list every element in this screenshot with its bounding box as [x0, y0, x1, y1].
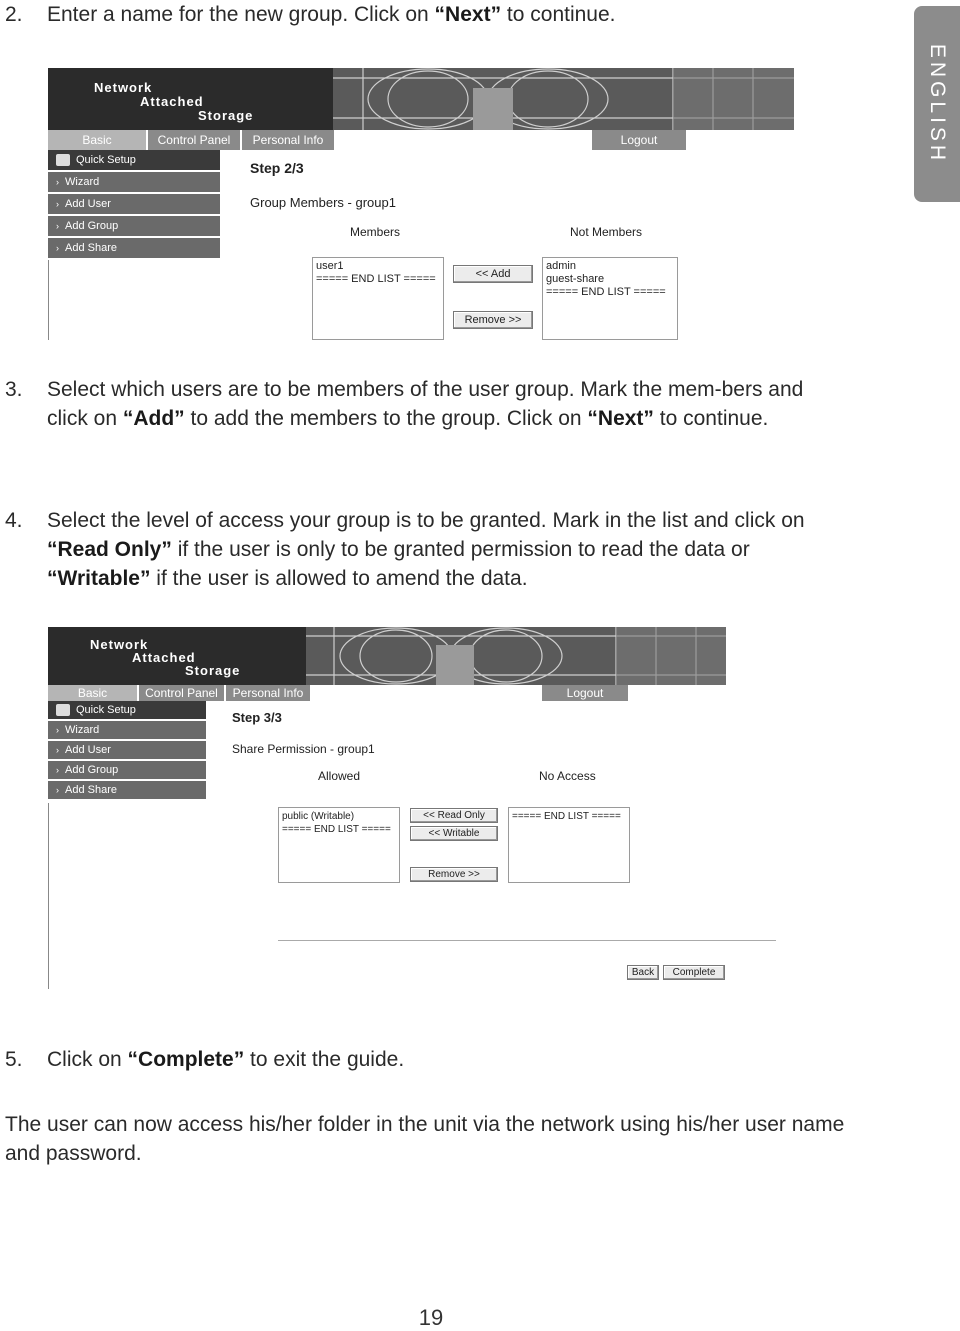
sidebar-item-add-share[interactable] [48, 781, 206, 801]
page-number: 19 [418, 1305, 444, 1330]
no-access-header: No Access [539, 769, 596, 783]
sidebar-item-label: Wizard [65, 724, 100, 736]
step-4 [0, 506, 900, 596]
text-run: Select the level of access your group is to be granted. Mark in the list and click on [47, 509, 805, 532]
emphasis-text: “Next” [587, 407, 654, 430]
step-number: 2. [5, 3, 23, 26]
banner-gap [726, 627, 778, 685]
tab-personal-info[interactable]: Personal Info [226, 685, 312, 701]
emphasis-text: “Writable” [47, 567, 151, 590]
chevron-right-icon: › [56, 725, 59, 735]
sidebar-item-label: Add User [65, 198, 111, 210]
sidebar-item-add-share[interactable] [48, 238, 220, 260]
banner-decoration-graphic [333, 68, 794, 130]
text-run: if the user is allowed to amend the data. [150, 567, 528, 590]
emphasis-text: “Add” [122, 407, 185, 430]
step-number: 4. [5, 509, 23, 532]
not-members-list[interactable] [542, 257, 678, 340]
sidebar-item-add-group[interactable] [48, 761, 206, 781]
screenshot-step-3 [48, 627, 778, 989]
step-number: 5. [5, 1048, 23, 1071]
logo-line-2: Attached [140, 94, 204, 109]
chevron-right-icon: › [56, 243, 59, 253]
emphasis-text: “Read Only” [47, 538, 172, 561]
sidebar-item-label: Add Group [65, 764, 119, 776]
list-item[interactable]: admin [546, 260, 576, 272]
list-item: ===== END LIST ===== [512, 811, 621, 822]
frame-border [48, 260, 49, 340]
frame-border [48, 803, 49, 989]
list-item[interactable]: guest-share [546, 273, 605, 285]
logo-line-3: Storage [198, 108, 254, 123]
sidebar-item-label: Quick Setup [76, 704, 136, 716]
chevron-right-icon: › [56, 765, 59, 775]
text-run: if the user is only to be granted permission to read the data or [171, 538, 750, 561]
step-title: Step 3/3 [232, 710, 282, 725]
back-button[interactable]: Back [627, 965, 659, 980]
logo-line-1: Network [94, 80, 153, 95]
emphasis-text: “Complete” [127, 1048, 245, 1071]
sidebar-item-wizard[interactable] [48, 721, 206, 741]
tab-bar [48, 130, 794, 150]
text-run: to add the members to the group. Click on [184, 407, 588, 430]
chevron-right-icon: › [56, 177, 59, 187]
sidebar-item-label: Add Group [65, 220, 119, 232]
list-item: ===== END LIST ===== [282, 824, 391, 835]
banner [48, 68, 794, 130]
allowed-list[interactable] [278, 807, 400, 883]
step-title: Step 2/3 [250, 160, 304, 176]
complete-button[interactable]: Complete [663, 965, 725, 980]
text-run: Enter a name for the new group. Click on [47, 3, 435, 26]
lock-icon [56, 154, 70, 166]
read-only-button[interactable]: << Read Only [410, 808, 498, 823]
step-text [47, 1045, 847, 1074]
tab-control-panel[interactable]: Control Panel [148, 130, 242, 150]
step-number: 3. [5, 378, 23, 401]
step-3 [0, 375, 900, 465]
sidebar-item-wizard[interactable] [48, 172, 220, 194]
tab-basic[interactable]: Basic [48, 130, 148, 150]
step-5 [0, 1045, 900, 1075]
no-access-list[interactable] [508, 807, 630, 883]
sidebar-item-label: Add Share [65, 242, 117, 254]
not-members-header: Not Members [570, 225, 643, 239]
banner-decoration-graphic [306, 627, 726, 685]
sidebar-item-label: Add Share [65, 784, 117, 796]
add-button[interactable]: << Add [453, 265, 533, 283]
step-text [47, 0, 847, 29]
closing-paragraph: The user can now access his/her folder in the unit via the network using his/her user name and password. [5, 1113, 845, 1165]
sidebar-item-add-user[interactable] [48, 741, 206, 761]
list-item: ===== END LIST ===== [316, 273, 436, 285]
sidebar-menu [48, 701, 206, 803]
text-run: Select which users are to be members of the user group. Mark the mem-bers and click on [47, 378, 804, 430]
logo-line-3: Storage [185, 663, 241, 678]
text-run: to continue. [653, 407, 769, 430]
logo-line-1: Network [90, 637, 149, 652]
language-tab [914, 6, 960, 202]
tab-bar [48, 685, 778, 701]
list-item: ===== END LIST ===== [546, 286, 666, 298]
list-item[interactable]: user1 [316, 260, 344, 272]
sidebar-item-label: Add User [65, 744, 111, 756]
form-subtitle: Share Permission - group1 [232, 742, 375, 756]
step-text [47, 375, 837, 433]
sidebar-item-add-user[interactable] [48, 194, 220, 216]
emphasis-text: “Next” [434, 3, 502, 26]
chevron-right-icon: › [56, 199, 59, 209]
lock-icon [56, 704, 70, 716]
sidebar-item-quick-setup[interactable] [48, 701, 206, 721]
members-header: Members [350, 225, 401, 239]
tab-basic[interactable]: Basic [48, 685, 139, 701]
allowed-header: Allowed [318, 769, 361, 783]
tab-personal-info[interactable]: Personal Info [242, 130, 336, 150]
banner [48, 627, 778, 685]
text-run: Click on [47, 1048, 128, 1071]
sidebar-item-quick-setup[interactable] [48, 150, 220, 172]
text-run: to continue. [501, 3, 616, 26]
screenshot-step-2 [48, 68, 794, 340]
sidebar-item-label: Quick Setup [76, 154, 136, 166]
sidebar-item-add-group[interactable] [48, 216, 220, 238]
sidebar-menu [48, 150, 220, 260]
list-item[interactable]: public (Writable) [282, 811, 355, 822]
chevron-right-icon: › [56, 745, 59, 755]
tab-control-panel[interactable]: Control Panel [139, 685, 226, 701]
chevron-right-icon: › [56, 785, 59, 795]
logout-button[interactable]: Logout [592, 130, 688, 150]
text-run: to exit the guide. [244, 1048, 405, 1071]
divider [278, 940, 776, 941]
writable-button[interactable]: << Writable [410, 826, 498, 841]
sidebar-item-label: Wizard [65, 176, 100, 188]
form-subtitle: Group Members - group1 [250, 195, 396, 210]
chevron-right-icon: › [56, 221, 59, 231]
logout-button[interactable]: Logout [542, 685, 630, 701]
remove-button[interactable]: Remove >> [410, 867, 498, 882]
members-list[interactable] [312, 257, 444, 340]
step-text [47, 506, 837, 593]
remove-button[interactable]: Remove >> [453, 311, 533, 329]
logo-line-2: Attached [132, 650, 196, 665]
language-label: ENGLISH [926, 43, 949, 165]
